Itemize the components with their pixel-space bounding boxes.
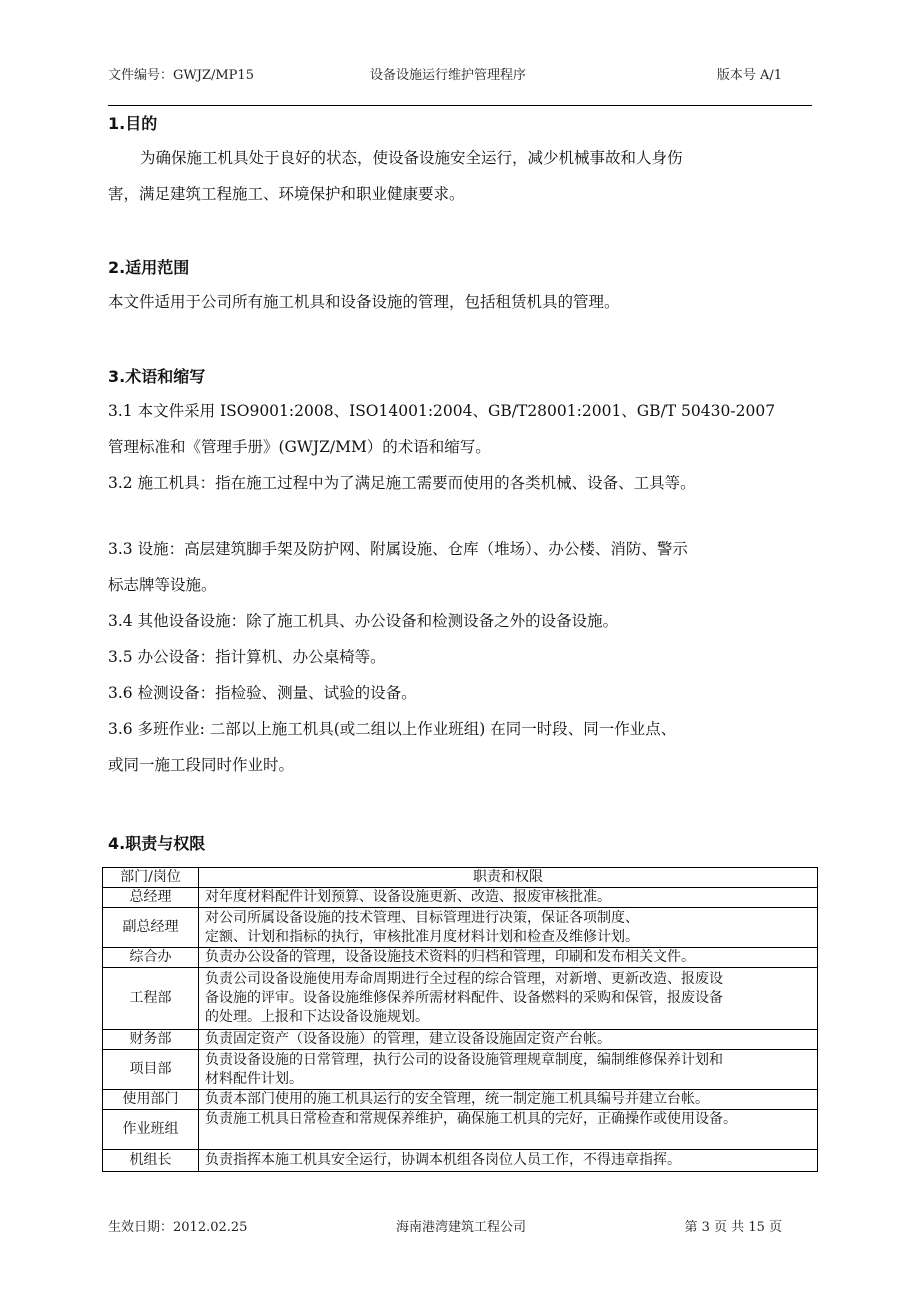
dept-cell: 机组长 [103,1150,199,1172]
column-header-dept: 部门/岗位 [103,868,199,888]
term-3-5: 3.5 办公设备：指计算机、办公桌椅等。 [108,648,386,666]
duty-line: 对年度材料配件计划预算、设备设施更新、改造、报废审核批准。 [205,889,611,905]
page-header [108,64,812,88]
dept-cell: 项目部 [103,1050,199,1090]
table-row [103,1050,818,1090]
duty-line: 对公司所属设备设施的技术管理、目标管理进行决策，保证各项制度、 [205,909,639,926]
section-heading: 4.职责与权限 [108,834,206,853]
table-header-row [103,868,818,888]
duty-cell [199,1110,818,1150]
duty-cell [199,1090,818,1110]
duty-line: 材料配件计划。 [205,1070,303,1087]
duty-cell [199,888,818,908]
section-responsibilities [108,834,812,854]
responsibility-table [102,867,818,1172]
dept-cell: 副总经理 [103,908,199,948]
section-terms [108,367,812,783]
duty-line: 负责施工机具日常检查和常规保养维护，确保施工机具的完好，正确操作或使用设备。 [205,1111,737,1127]
table-row [103,948,818,968]
term-3-7-line1: 3.6 多班作业: 二部以上施工机具(或二组以上作业班组) 在同一时段、同一作业点、 [108,720,677,738]
dept-cell: 工程部 [103,968,199,1030]
term-3-4: 3.4 其他设备设施：除了施工机具、办公设备和检测设备之外的设备设施。 [108,612,619,630]
duty-cell [199,908,818,948]
term-3-3-line2: 标志牌等设施。 [108,576,217,594]
doc-title: 设备设施运行维护管理程序 [370,68,527,83]
page-footer [108,1216,812,1236]
duty-cell [199,1030,818,1050]
doc-version: 版本号 A/1 [716,68,782,83]
duty-cell [199,968,818,1030]
duty-line: 负责设备设施的日常管理，执行公司的设备设施管理规章制度，编制维修保养计划和 [205,1051,723,1068]
dept-cell: 财务部 [103,1030,199,1050]
term-3-7-line2: 或同一施工段同时作业时。 [108,756,295,774]
term-3-1-line1: 3.1 本文件采用 ISO9001:2008、ISO14001:2004、GB/T28001:2001、GB/T 50430-2007 [108,402,776,420]
section-scope [108,258,812,320]
paragraph-line: 害，满足建筑工程施工、环境保护和职业健康要求。 [108,185,465,203]
duty-line: 负责本部门使用的施工机具运行的安全管理，统一制定施工机具编号并建立台帐。 [205,1091,709,1107]
duty-line: 负责公司设备设施使用寿命周期进行全过程的综合管理，对新增、更新改造、报废设 [205,971,723,987]
table-row [103,1110,818,1150]
duty-line: 的处理。上报和下达设备设施规划。 [205,1009,429,1025]
table-row [103,908,818,948]
term-3-3-line1: 3.3 设施：高层建筑脚手架及防护网、附属设施、仓库（堆场）、办公楼、消防、警示 [108,540,688,558]
duty-cell [199,1050,818,1090]
table-row [103,1030,818,1050]
dept-cell: 综合办 [103,948,199,968]
column-header-duty: 职责和权限 [199,868,818,888]
section-heading: 1.目的 [108,114,158,133]
table-row [103,1090,818,1110]
duty-line: 负责指挥本施工机具安全运行，协调本机组各岗位人员工作，不得违章指挥。 [205,1152,681,1168]
header-divider [108,105,812,106]
section-heading: 3.术语和缩写 [108,367,206,386]
term-3-6: 3.6 检测设备：指检验、测量、试验的设备。 [108,684,417,702]
table-row [103,968,818,1030]
paragraph-line: 本文件适用于公司所有施工机具和设备设施的管理，包括租赁机具的管理。 [108,293,620,311]
dept-cell: 作业班组 [103,1110,199,1150]
doc-number: 文件编号：GWJZ/MP15 [108,68,254,83]
table-row [103,888,818,908]
term-3-1-line2: 管理标准和《管理手册》(GWJZ/MM）的术语和缩写。 [108,438,491,456]
term-3-2: 3.2 施工机具：指在施工过程中为了满足施工需要而使用的各类机械、设备、工具等。 [108,474,696,492]
paragraph-line: 为确保施工机具处于良好的状态，使设备设施安全运行，减少机械事故和人身伤 [140,149,683,167]
duty-line: 负责办公设备的管理，设备设施技术资料的归档和管理，印刷和发布相关文件。 [205,949,695,965]
table-row [103,1150,818,1172]
dept-cell: 总经理 [103,888,199,908]
duty-line: 备设施的评审。设备设施维修保养所需材料配件、设备燃料的采购和保管，报废设备 [205,990,723,1006]
duty-line: 负责固定资产（设备设施）的管理，建立设备设施固定资产台帐。 [205,1031,611,1047]
duty-cell [199,948,818,968]
duty-cell [199,1150,818,1172]
dept-cell: 使用部门 [103,1090,199,1110]
page-number: 第 3 页 共 15 页 [684,1220,782,1235]
effective-date: 生效日期：2012.02.25 [108,1220,248,1235]
section-purpose [108,114,812,212]
company-name: 海南港湾建筑工程公司 [396,1220,527,1235]
duty-line: 定额、计划和指标的执行，审核批准月度材料计划和检查及维修计划。 [205,928,639,945]
section-heading: 2.适用范围 [108,258,190,277]
